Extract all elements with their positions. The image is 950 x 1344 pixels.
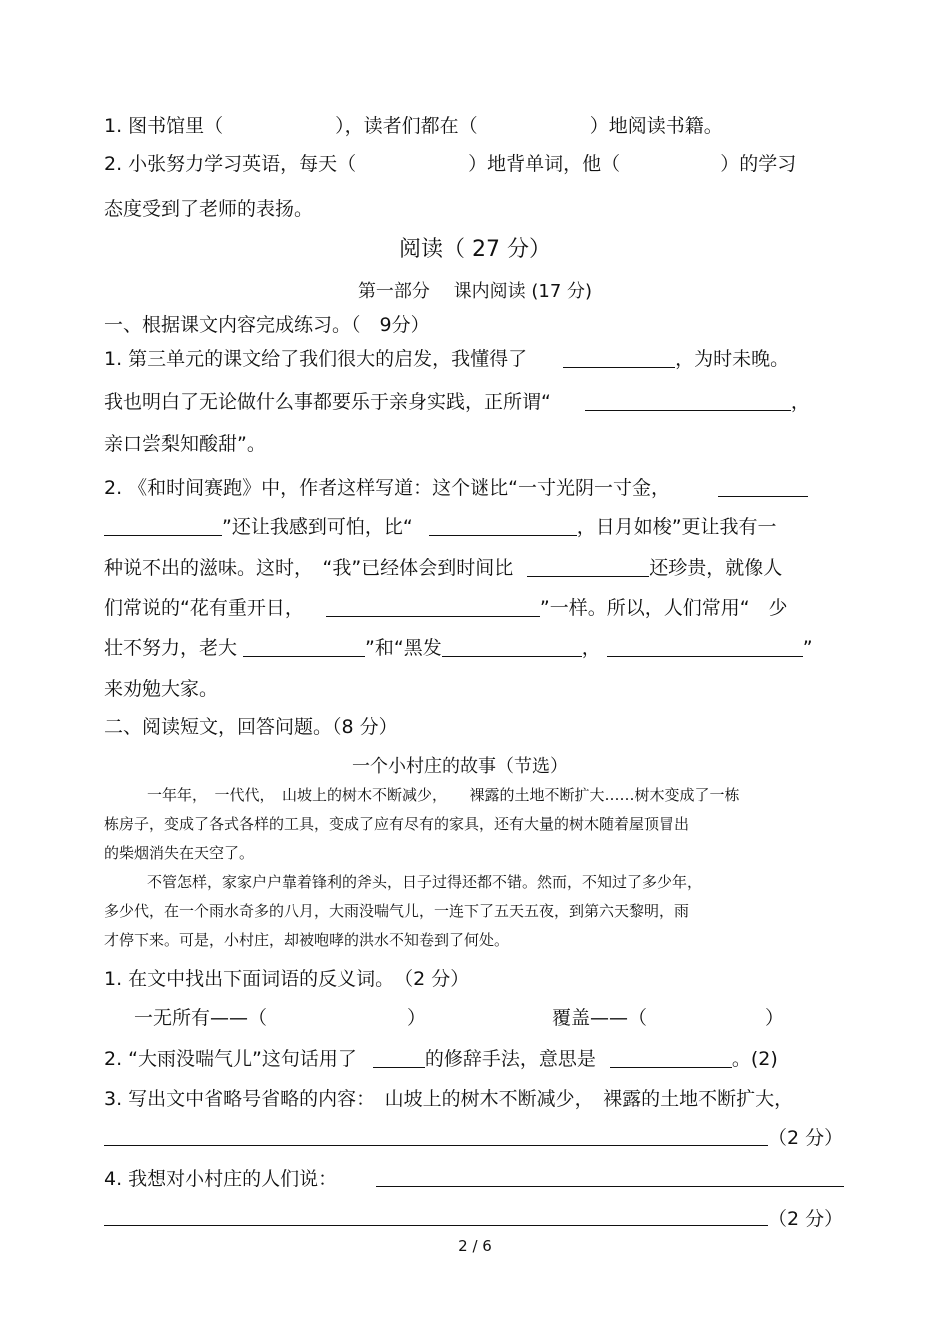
story-p2-line1: 不管怎样，家家户户靠着锋利的斧头，日子过得还都不错。然而，不知过了多少年， [147,873,703,891]
sec1-q1-line2: 我也明白了无论做什么事都要乐于亲身实践，正所谓“ ， [104,391,810,413]
vocab-q1: 1. 图书馆里（ ），读者们都在（ ）地阅读书籍。 [104,115,723,137]
blank[interactable] [373,1049,425,1068]
sec1-q1-line3: 亲口尝梨知酸甜”。 [104,433,266,455]
answer-line[interactable] [104,1145,768,1146]
blank[interactable] [563,349,675,368]
sec2-q4: 4. 我想对小村庄的人们说： [104,1168,338,1190]
sec2-q4-score: （2 分） [768,1208,844,1230]
part1-title: 第一部分 课内阅读 (17 分) [357,281,593,302]
blank[interactable] [718,478,808,497]
blank[interactable] [607,638,803,657]
antonym-1: 一无所有——（ ） [134,1007,427,1029]
story-p1-line3: 的柴烟消失在天空了。 [104,844,255,862]
story-p2-line2: 多少代，在一个雨水奇多的八月，大雨没喘气儿，一连下了五天五夜，到第六天黎明，雨 [104,902,690,920]
blank[interactable] [429,517,577,536]
sec1-q2-line3: 种说不出的滋味。这时， “我”已经体会到时间比 还珍贵，就像人 [104,557,783,579]
story-p1-line2: 栋房子，变成了各式各样的工具，变成了应有尽有的家具，还有大量的树木随着屋顶冒出 [104,815,690,833]
blank[interactable] [243,638,365,657]
vocab-q2-cont: 态度受到了老师的表扬。 [104,198,314,220]
sec1-q2-line2: ”还让我感到可怕，比“ ，日月如梭”更让我有一 [104,514,777,540]
sec1-q1-line1: 1. 第三单元的课文给了我们很大的启发，我懂得了 ，为时未晚。 [104,348,790,370]
sec1-q2-line1: 2. 《和时间赛跑》中，作者这样写道：这个谜比“一寸光阴一寸金， [104,475,808,501]
sec2-q2: 2. “大雨没喘气儿”这句话用了 的修辞手法，意思是 。(2) [104,1048,778,1070]
sec1-q2-line5: 壮不努力，老大 ”和“黑发 ， ” [104,637,813,659]
blank[interactable] [585,392,791,411]
reading-title: 阅读（ 27 分） [399,237,551,262]
story-title: 一个小村庄的故事（节选） [352,756,568,777]
answer-line[interactable] [104,1225,768,1226]
sec2-heading: 二、阅读短文，回答问题。（8 分） [104,716,398,738]
page-number: 2 / 6 [458,1237,492,1255]
answer-line[interactable] [376,1186,844,1187]
vocab-q2: 2. 小张努力学习英语，每天（ ）地背单词，他（ ）的学习 [104,153,797,175]
story-p2-line3: 才停下来。可是，小村庄，却被咆哮的洪水不知卷到了何处。 [104,931,510,949]
sec2-q3-score: （2 分） [768,1127,844,1149]
antonym-2: 覆盖——（ ） [552,1007,785,1029]
sec2-q3: 3. 写出文中省略号省略的内容： 山坡上的树木不断减少， 裸露的土地不断扩大， [104,1088,794,1110]
blank[interactable] [442,638,582,657]
blank[interactable] [104,517,222,536]
sec2-q1: 1. 在文中找出下面词语的反义词。 （2 分） [104,968,470,990]
sec1-q2-line6: 来劝勉大家。 [104,678,219,700]
sec1-q2-line4: 们常说的“花有重开日， ”一样。所以，人们常用“ 少 [104,597,788,619]
sec1-heading: 一、根据课文内容完成练习。（ 9分） [104,314,430,336]
blank[interactable] [610,1049,732,1068]
blank[interactable] [527,558,649,577]
blank[interactable] [326,598,540,617]
story-p1-line1: 一年年， 一代代， 山坡上的树木不断减少， 裸露的土地不断扩大……树木变成了一栋 [147,786,740,804]
